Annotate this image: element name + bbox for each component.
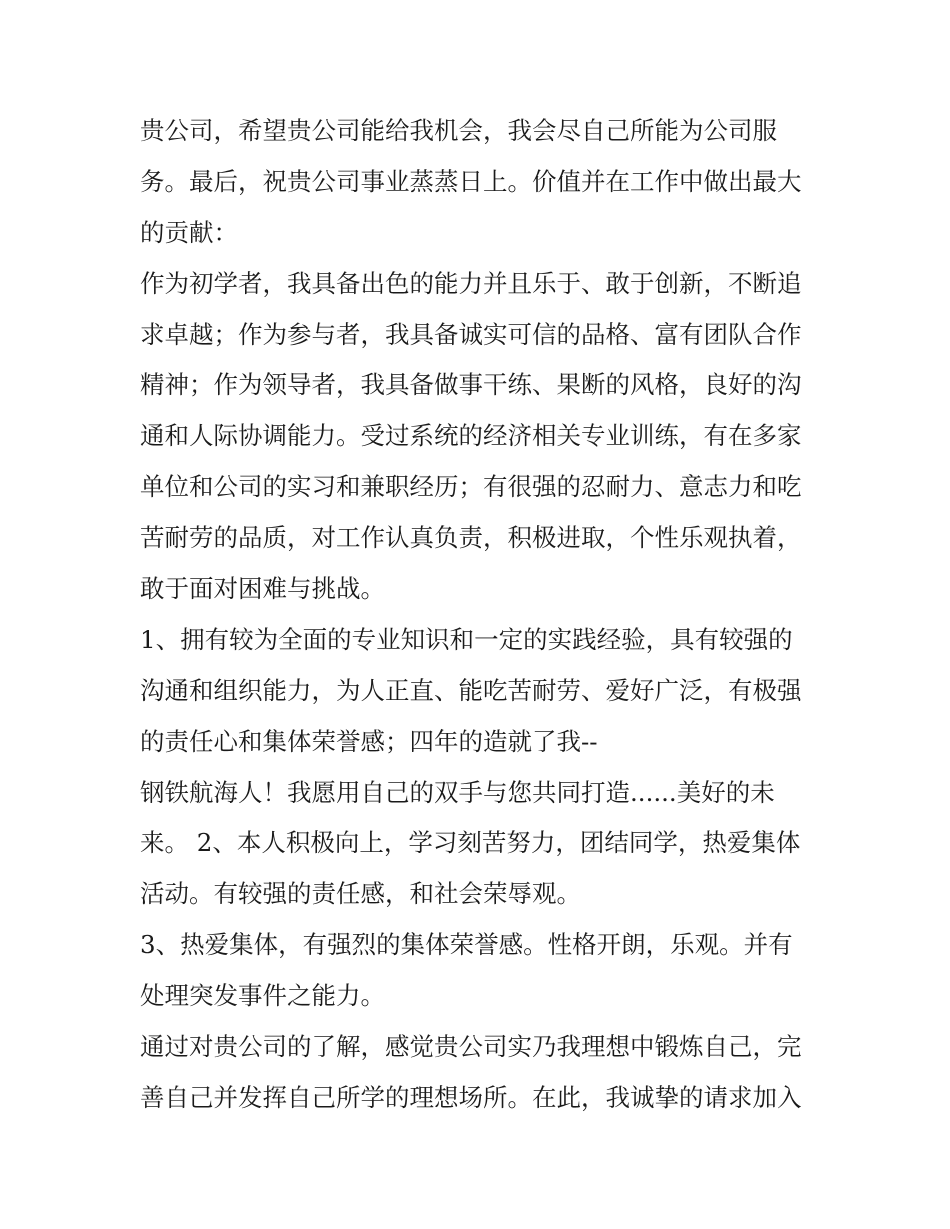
text-line: 处理突发事件之能力。 xyxy=(140,981,385,1011)
text-line: 1、拥有较为全面的专业知识和一定的实践经验，具有较强的 xyxy=(140,624,793,654)
text-line: 精神；作为领导者，我具备做事干练、果断的风格，良好的沟 xyxy=(140,370,802,400)
text-line: 善自己并发挥自己所学的理想场所。在此，我诚挚的请求加入 xyxy=(140,1082,802,1112)
text-line: 钢铁航海人！我愿用自己的双手与您共同打造......美好的未 xyxy=(140,777,775,807)
text-line: 贵公司，希望贵公司能给我机会，我会尽自己所能为公司服 xyxy=(140,116,777,145)
text-line: 作为初学者，我具备出色的能力并且乐于、敢于创新，不断追 xyxy=(140,268,802,298)
text-line: 务。最后，祝贵公司事业蒸蒸日上。价值并在工作中做出最大 xyxy=(140,166,802,196)
text-line: 单位和公司的实习和兼职经历；有很强的忍耐力、意志力和吃 xyxy=(140,472,802,502)
text-line: 的贡献： xyxy=(140,217,238,247)
text-line: 苦耐劳的品质，对工作认真负责，积极进取，个性乐观执着， xyxy=(140,523,802,553)
text-line: 通过对贵公司的了解，感觉贵公司实乃我理想中锻炼自己，完 xyxy=(140,1032,802,1062)
text-line: 3、热爱集体，有强烈的集体荣誉感。性格开朗，乐观。并有 xyxy=(140,930,793,960)
text-line: 求卓越；作为参与者，我具备诚实可信的品格、富有团队合作 xyxy=(140,319,802,349)
text-line: 的责任心和集体荣誉感；四年的造就了我-- xyxy=(140,726,598,756)
text-line: 沟通和组织能力，为人正直、能吃苦耐劳、爱好广泛，有极强 xyxy=(140,675,802,705)
document-body xyxy=(140,106,820,1124)
text-line: 敢于面对困难与挑战。 xyxy=(140,574,385,604)
text-line: 活动。有较强的责任感，和社会荣辱观。 xyxy=(140,879,581,909)
text-line: 通和人际协调能力。受过系统的经济相关专业训练，有在多家 xyxy=(140,421,802,451)
text-line: 来。 2、本人积极向上，学习刻苦努力，团结同学，热爱集体 xyxy=(140,828,801,858)
